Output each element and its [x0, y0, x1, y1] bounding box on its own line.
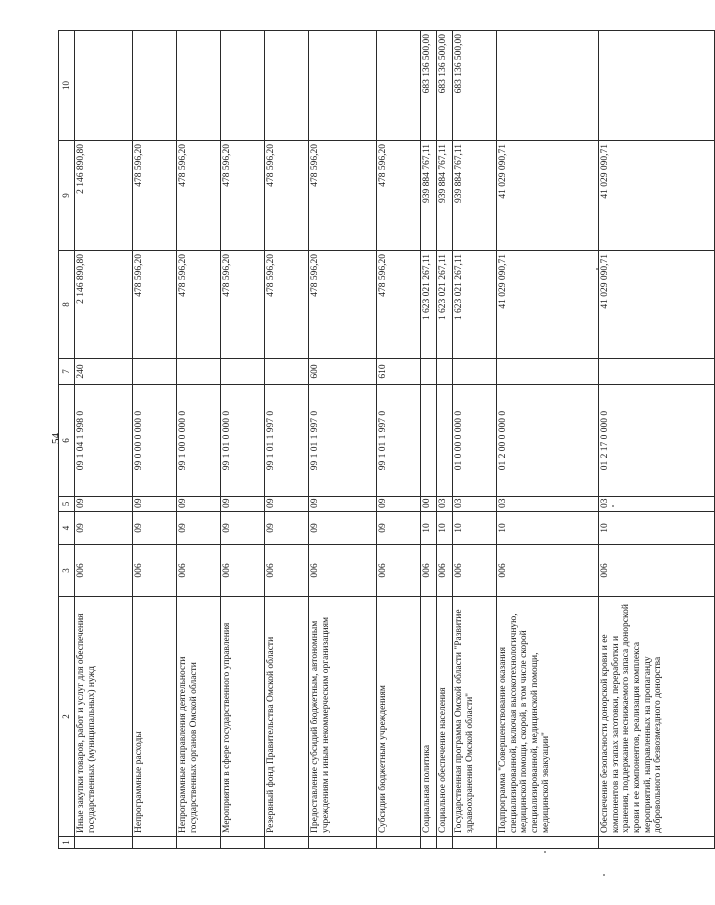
- table-row: [377, 31, 421, 849]
- row-expense-type: [177, 359, 221, 385]
- row-subsection: 03: [453, 497, 497, 512]
- scan-speck: [544, 851, 546, 853]
- row-target-article: 99 1 01 0 000 0: [221, 385, 265, 497]
- row-amount-col10: 683 136 500,00: [453, 31, 497, 141]
- row-col1-cell: [497, 837, 599, 849]
- row-subsection: 09: [221, 497, 265, 512]
- row-amount-col9: 41 029 090,71: [599, 141, 715, 251]
- table-row: [177, 31, 221, 849]
- budget-table: [58, 30, 715, 849]
- row-expense-type: [599, 359, 715, 385]
- table-row: [599, 31, 715, 849]
- row-section: 09: [265, 512, 309, 545]
- row-target-article: 99 1 01 1 997 0: [265, 385, 309, 497]
- row-amount-total: 2 146 890,80: [75, 251, 133, 359]
- row-subsection: 03: [599, 497, 715, 512]
- row-col1-cell: [177, 837, 221, 849]
- row-section: 10: [421, 512, 437, 545]
- row-amount-col9: 478 596,20: [221, 141, 265, 251]
- row-amount-col9: 2 146 890,80: [75, 141, 133, 251]
- column-number: 3: [59, 545, 75, 597]
- row-target-article: [421, 385, 437, 497]
- row-section: 10: [497, 512, 599, 545]
- row-code: 006: [599, 545, 715, 597]
- row-col1-cell: [377, 837, 421, 849]
- row-subsection: 09: [133, 497, 177, 512]
- row-description: Обеспечение безопасности донорской крови и ее компонентов на этапах заготовки, переработки и хранения, поддержание неснижаемого запаса донорской крови и ее компонентов, реализация комплекса мероприятий, направленных на пропаганду добровольного и безвозмездного донорства: [599, 597, 715, 837]
- column-number: 6: [59, 385, 75, 497]
- row-amount-col9: 478 596,20: [177, 141, 221, 251]
- row-description: Непрограммные направления деятельности государственных органов Омской области: [177, 597, 221, 837]
- row-code: 006: [265, 545, 309, 597]
- row-amount-col9: 478 596,20: [309, 141, 377, 251]
- row-col1-cell: [421, 837, 437, 849]
- row-code: 006: [221, 545, 265, 597]
- row-amount-total: 478 596,20: [309, 251, 377, 359]
- row-expense-type: 240: [75, 359, 133, 385]
- table-row: [133, 31, 177, 849]
- row-target-article: 09 1 04 1 998 0: [75, 385, 133, 497]
- row-expense-type: [421, 359, 437, 385]
- row-expense-type: [453, 359, 497, 385]
- row-col1-cell: [453, 837, 497, 849]
- table-row: [497, 31, 599, 849]
- row-col1-cell: [133, 837, 177, 849]
- row-code: 006: [437, 545, 453, 597]
- scan-speck: [596, 268, 598, 270]
- table-row: [453, 31, 497, 849]
- column-number: 5: [59, 497, 75, 512]
- table-row: [221, 31, 265, 849]
- row-subsection: 09: [309, 497, 377, 512]
- row-target-article: 01 2 17 0 000 0: [599, 385, 715, 497]
- row-description: Непрограммные расходы: [133, 597, 177, 837]
- row-section: 10: [453, 512, 497, 545]
- row-amount-total: 1 623 021 267,11: [437, 251, 453, 359]
- row-amount-total: 478 596,20: [377, 251, 421, 359]
- row-amount-total: 478 596,20: [133, 251, 177, 359]
- row-code: 006: [177, 545, 221, 597]
- row-code: 006: [75, 545, 133, 597]
- row-amount-total: 478 596,20: [221, 251, 265, 359]
- row-amount-col9: 41 029 090,71: [497, 141, 599, 251]
- column-number: 4: [59, 512, 75, 545]
- row-description: Подпрограмма "Совершенствование оказания специализированной, включая высокотехнологичную, медицинской помощи, скорой, в том числе скорой специализированной, медицинской помощи, медицинской эвакуации": [497, 597, 599, 837]
- row-description: Социальное обеспечение населения: [437, 597, 453, 837]
- row-subsection: 03: [497, 497, 599, 512]
- header-row: [59, 31, 75, 849]
- row-target-article: 99 1 01 1 997 0: [377, 385, 421, 497]
- row-target-article: 99 1 00 0 000 0: [177, 385, 221, 497]
- page-number: 54: [50, 433, 62, 444]
- row-code: 006: [421, 545, 437, 597]
- row-section: 09: [221, 512, 265, 545]
- row-amount-col10: [265, 31, 309, 141]
- row-subsection: 09: [75, 497, 133, 512]
- row-description: Иные закупки товаров, работ и услуг для обеспечения государственных (муниципальных) нужд: [75, 597, 133, 837]
- row-col1-cell: [265, 837, 309, 849]
- row-description: Государственная программа Омской области "Развитие здравоохранения Омской области": [453, 597, 497, 837]
- column-number: 8: [59, 251, 75, 359]
- row-subsection: 00: [421, 497, 437, 512]
- table-row: [437, 31, 453, 849]
- row-section: 09: [377, 512, 421, 545]
- row-expense-type: [133, 359, 177, 385]
- row-amount-total: 1 623 021 267,11: [453, 251, 497, 359]
- row-description: Резервный фонд Правительства Омской области: [265, 597, 309, 837]
- row-section: 09: [309, 512, 377, 545]
- row-expense-type: 600: [309, 359, 377, 385]
- row-amount-col10: [309, 31, 377, 141]
- row-expense-type: [437, 359, 453, 385]
- row-section: 10: [599, 512, 715, 545]
- row-description: Мероприятия в сфере государственного управления: [221, 597, 265, 837]
- row-amount-col9: 478 596,20: [133, 141, 177, 251]
- row-target-article: 99 1 01 1 997 0: [309, 385, 377, 497]
- table-row: [75, 31, 133, 849]
- row-description: Субсидии бюджетным учреждениям: [377, 597, 421, 837]
- row-amount-col10: 683 136 500,00: [421, 31, 437, 141]
- row-expense-type: [265, 359, 309, 385]
- row-amount-col10: [133, 31, 177, 141]
- row-section: 09: [133, 512, 177, 545]
- row-amount-col10: 683 136 500,00: [437, 31, 453, 141]
- row-amount-col10: [221, 31, 265, 141]
- row-amount-col10: [177, 31, 221, 141]
- row-description: Социальная политика: [421, 597, 437, 837]
- row-section: 10: [437, 512, 453, 545]
- row-expense-type: 610: [377, 359, 421, 385]
- row-target-article: [437, 385, 453, 497]
- table-row: [421, 31, 437, 849]
- row-amount-col10: [75, 31, 133, 141]
- row-amount-col10: [497, 31, 599, 141]
- row-col1-cell: [599, 837, 715, 849]
- row-col1-cell: [437, 837, 453, 849]
- row-code: 006: [133, 545, 177, 597]
- row-col1-cell: [75, 837, 133, 849]
- scan-speck: [612, 505, 614, 507]
- row-amount-col10: [377, 31, 421, 141]
- row-subsection: 09: [265, 497, 309, 512]
- column-number: 9: [59, 141, 75, 251]
- row-section: 09: [75, 512, 133, 545]
- row-code: 006: [309, 545, 377, 597]
- row-subsection: 09: [177, 497, 221, 512]
- row-amount-total: 41 029 090,71: [497, 251, 599, 359]
- row-amount-col9: 478 596,20: [377, 141, 421, 251]
- row-code: 006: [497, 545, 599, 597]
- column-number: 7: [59, 359, 75, 385]
- scan-speck: [603, 874, 605, 876]
- row-expense-type: [221, 359, 265, 385]
- budget-table-sheet: [58, 31, 664, 849]
- row-amount-col10: [599, 31, 715, 141]
- row-subsection: 09: [377, 497, 421, 512]
- row-col1-cell: [221, 837, 265, 849]
- row-target-article: 01 2 00 0 000 0: [497, 385, 599, 497]
- row-amount-col9: 939 884 767,11: [453, 141, 497, 251]
- row-amount-col9: 939 884 767,11: [421, 141, 437, 251]
- row-subsection: 03: [437, 497, 453, 512]
- row-code: 006: [453, 545, 497, 597]
- row-amount-total: 478 596,20: [177, 251, 221, 359]
- row-amount-total: 41 029 090,71: [599, 251, 715, 359]
- row-amount-total: 1 623 021 267,11: [421, 251, 437, 359]
- table-body: [75, 31, 715, 849]
- row-col1-cell: [309, 837, 377, 849]
- column-number: 2: [59, 597, 75, 837]
- row-section: 09: [177, 512, 221, 545]
- table-row: [309, 31, 377, 849]
- row-target-article: 01 0 00 0 000 0: [453, 385, 497, 497]
- row-target-article: 99 0 00 0 000 0: [133, 385, 177, 497]
- row-amount-col9: 939 884 767,11: [437, 141, 453, 251]
- column-number: 1: [59, 837, 75, 849]
- row-description: Предоставление субсидий бюджетным, автономным учреждениям и иным некоммерческим организациям: [309, 597, 377, 837]
- row-code: 006: [377, 545, 421, 597]
- table-row: [265, 31, 309, 849]
- column-number: 10: [59, 31, 75, 141]
- row-expense-type: [497, 359, 599, 385]
- row-amount-total: 478 596,20: [265, 251, 309, 359]
- row-amount-col9: 478 596,20: [265, 141, 309, 251]
